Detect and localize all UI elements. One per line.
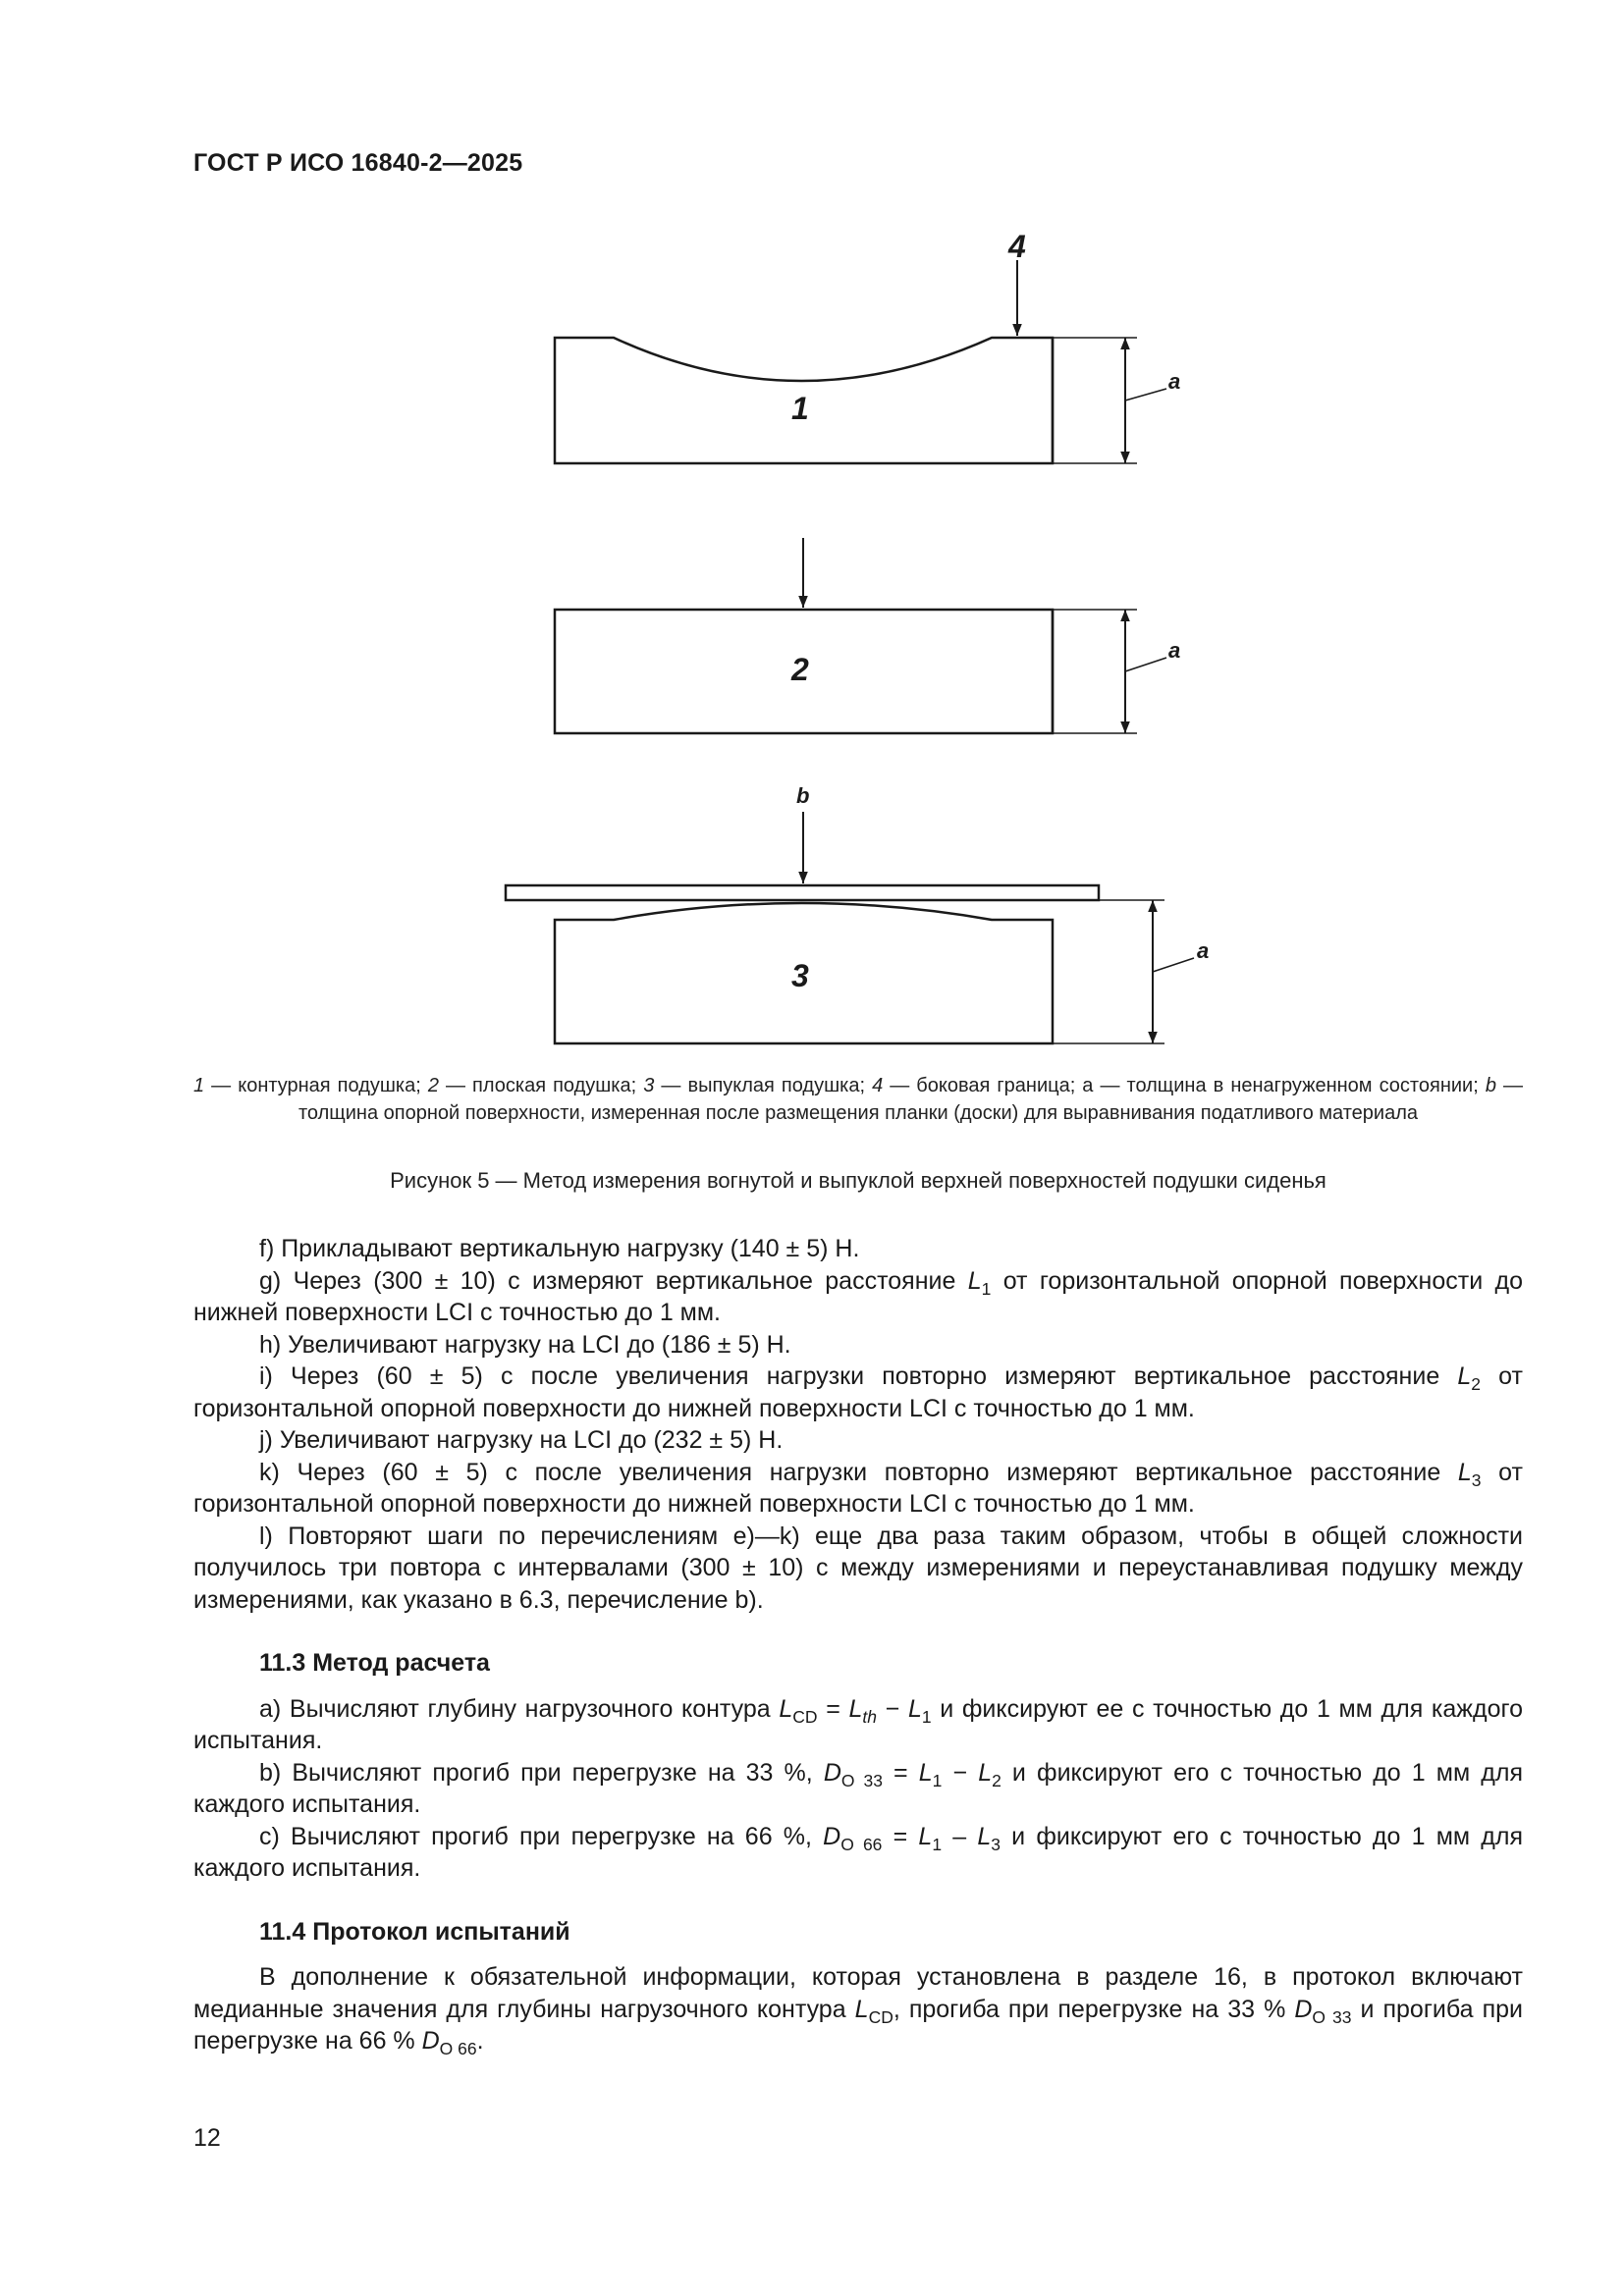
calc-c: c) Вычисляют прогиб при перегрузке на 66 %, $D_{O 66} = L_1 - L_3$ и фиксируют его с точностью до 1 мм для каждого испытания. [193, 1822, 1523, 1882]
figure-5-diagram [0, 0, 1624, 1060]
step-f: f) Прикладывают вертикальную нагрузку (140 ± 5) Н. [259, 1235, 860, 1262]
step-j: j) Увеличивают нагрузку на LCI до (232 ± 5) Н. [259, 1426, 784, 1454]
label-a-3: a [1197, 938, 1210, 963]
step-i: i) Через (60 ± 5) с после увеличения нагрузки повторно измеряют вертикальное расстояние $L_2$ от горизонтальной опорной поверхности до нижней поверхности LCI с точностью до 1 мм. [193, 1362, 1523, 1422]
label-a-1: a [1168, 369, 1181, 394]
leader-a-3 [1153, 958, 1194, 972]
section-11-3-heading: 11.3 Метод расчета [259, 1649, 490, 1677]
step-g: g) Через (300 ± 10) с измеряют вертикальное расстояние $L_1$ от горизонтальной опорной поверхности до нижней поверхности LCI с точностью до 1 мм. [193, 1266, 1523, 1326]
label-cushion-3: 3 [791, 958, 809, 993]
label-b: b [796, 783, 810, 808]
leader-a-1 [1125, 389, 1166, 400]
calc-b: b) Вычисляют прогиб при перегрузке на 33 %, $D_{O 33} = L_1 - L_2$ и фиксируют его с точностью до 1 мм для каждого испытания. [193, 1758, 1523, 1818]
figure-legend: 1 — контурная подушка; 2 — плоская подушка; 3 — выпуклая подушка; 4 — боковая граница; а — толщина в ненагруженном состоянии; b — толщина опорной поверхности, измеренная после размещения планки (доски) для выравнивания податливого материала [193, 1075, 1523, 1124]
leader-a-2 [1125, 658, 1166, 671]
label-side-4: 4 [1008, 229, 1026, 264]
report-paragraph: В дополнение к обязательной информации, которая установлена в разделе 16, в протокол включают медианные значения для глубины нагрузочного контура $L_{CD}$, прогиба при перегрузке на 33 % $D_{O 33}$ и прогиба при перегрузке на 66 % $D_{O 66}$. [193, 1963, 1523, 2059]
step-h: h) Увеличивают нагрузку на LCI до (186 ± 5) Н. [259, 1330, 791, 1359]
document-header: ГОСТ Р ИСО 16840-2—2025 [193, 149, 523, 177]
page-number: 12 [193, 2124, 221, 2152]
calc-a: a) Вычисляют глубину нагрузочного контура $L_{CD} = L_{th} - L_1$ и фиксируют ее с точностью до 1 мм для каждого испытания. [193, 1694, 1523, 1754]
figure-caption: Рисунок 5 — Метод измерения вогнутой и выпуклой верхней поверхностей подушки сиденья [390, 1168, 1326, 1193]
procedure-steps [193, 1233, 1523, 2057]
leveling-board [506, 885, 1099, 900]
step-k: k) Через (60 ± 5) с после увеличения нагрузки повторно измеряют вертикальное расстояние $L_3$ от горизонтальной опорной поверхности до нижней поверхности LCI с точностью до 1 мм. [193, 1458, 1523, 1518]
section-11-4-heading: 11.4 Протокол испытаний [259, 1917, 570, 1946]
label-cushion-1: 1 [791, 391, 809, 426]
label-a-2: a [1168, 638, 1181, 663]
step-l: l) Повторяют шаги по перечислениям е)—k) еще два раза таким образом, чтобы в общей сложности получилось три повтора с интервалами (300 ± 10) с между измерениями и переустанавливая подушку между измерениями, как указано в 6.3, перечисление b). [193, 1522, 1523, 1614]
label-cushion-2: 2 [791, 652, 809, 687]
